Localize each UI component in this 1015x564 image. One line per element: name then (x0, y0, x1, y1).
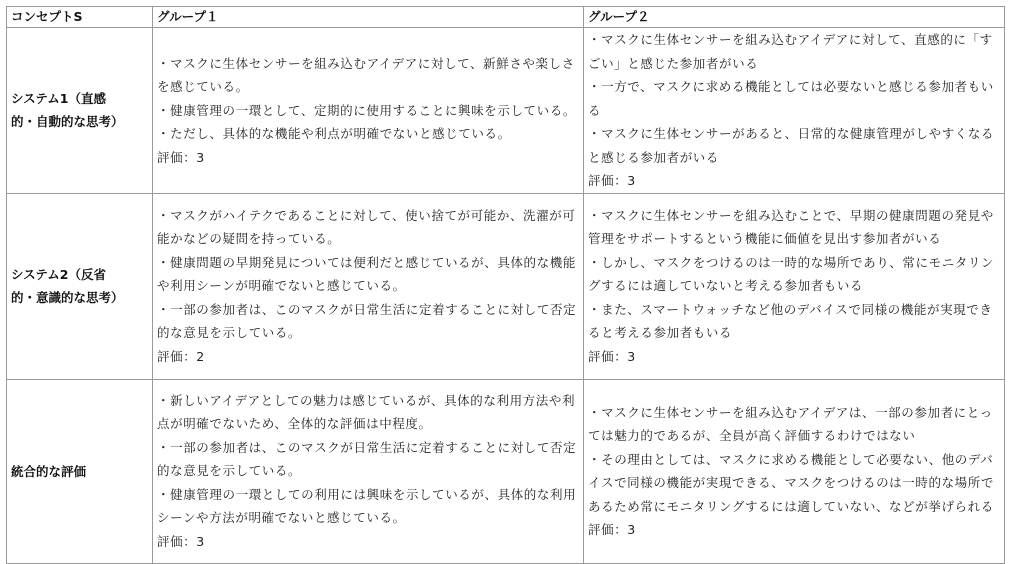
cell-line: ・健康問題の早期発見については便利だと感じているが、具体的な機能や利用シーンが明確でないと感じている。 (157, 254, 576, 294)
cell-line: ・新しいアイデアとしての魅力は感じているが、具体的な利用方法や利点が明確でないため、全体的な評価は中程度。 (157, 392, 576, 432)
header-group1: グループ１ (153, 7, 584, 28)
cell-line: ・マスクに生体センサーを組み込むアイデアに対して、新鮮さや楽しさを感じている。 (157, 55, 575, 94)
cell-line: ・マスクに生体センサーを組み込むことで、早期の健康問題の発見や管理をサポートするという機能に価値を見出す参加者がいる (588, 207, 994, 247)
group1-cell (153, 28, 584, 194)
cell-rating: 評価：2 (157, 348, 205, 364)
cell-line: ・マスクに生体センサーを組み込むアイデアに対して、直感的に「すごい」と感じた参加者がいる (588, 32, 993, 71)
cell-line: ・健康管理の一環として、定期的に使用することに興味を示している。 (157, 102, 576, 118)
row-label-line2: 的・自動的な思考） (11, 114, 124, 130)
header-concept: コンセプトS (7, 7, 153, 28)
row-label (7, 193, 153, 379)
row-label (7, 28, 153, 194)
group2-cell (584, 193, 1005, 379)
cell-line: ・マスクに生体センサーがあると、日常的な健康管理がしやすくなると感じる参加者がいる (588, 126, 995, 165)
table-row (7, 28, 1005, 194)
row-label-line1: システム2（反省 (11, 267, 106, 282)
cell-rating: 評価：3 (157, 149, 205, 165)
row-label-line1: システム1（直感 (11, 91, 106, 107)
cell-line: ・マスクがハイテクであることに対して、使い捨てが可能か、洗濯が可能かなどの疑問を持っている。 (157, 207, 576, 247)
cell-line: ・一部の参加者は、このマスクが日常生活に定着することに対して否定的な意見を示している。 (157, 301, 577, 341)
cell-line: ・一部の参加者は、このマスクが日常生活に定着することに対して否定的な意見を示している。 (157, 439, 577, 479)
header-row (7, 7, 1005, 28)
cell-line: ・しかし、マスクをつけるのは一時的な場所であり、常にモニタリングするには適していないと考える参加者もいる (588, 254, 995, 294)
cell-line: ・また、スマートウォッチなど他のデバイスで同様の機能が実現できると考える参加者もいる (588, 301, 993, 341)
header-group2: グループ２ (584, 7, 1005, 28)
group2-cell (584, 28, 1005, 194)
row-label-line2: 的・意識的な思考） (11, 290, 124, 305)
cell-line: ・その理由としては、マスクに求める機能として必要ない、他のデバイスで同様の機能が実現できる、マスクをつけるのは一時的な場所であるため常にモニタリングするには適していない、などが挙げられる (588, 451, 994, 514)
cell-rating: 評価：3 (157, 533, 205, 549)
group1-cell (153, 379, 584, 563)
cell-line: ・ただし、具体的な機能や利点が明確でないと感じている。 (157, 126, 511, 141)
group1-cell (153, 193, 584, 379)
group2-cell (584, 379, 1005, 563)
table-row (7, 379, 1005, 563)
row-label-line1: 統合的な評価 (11, 463, 87, 479)
evaluation-table (6, 6, 1005, 564)
cell-line: ・マスクに生体センサーを組み込むアイデアは、一部の参加者にとっては魅力的であるが、全員が高く評価するわけではない (588, 404, 993, 443)
cell-line: ・一方で、マスクに求める機能としては必要ないと感じる参加者もいる (588, 79, 994, 118)
cell-rating: 評価：3 (588, 173, 636, 188)
cell-rating: 評価：3 (588, 348, 636, 364)
cell-rating: 評価：3 (588, 522, 636, 537)
row-label (7, 379, 153, 563)
cell-line: ・健康管理の一環としての利用には興味を示しているが、具体的な利用シーンや方法が明確でないと感じている。 (157, 486, 577, 526)
table-row (7, 193, 1005, 379)
